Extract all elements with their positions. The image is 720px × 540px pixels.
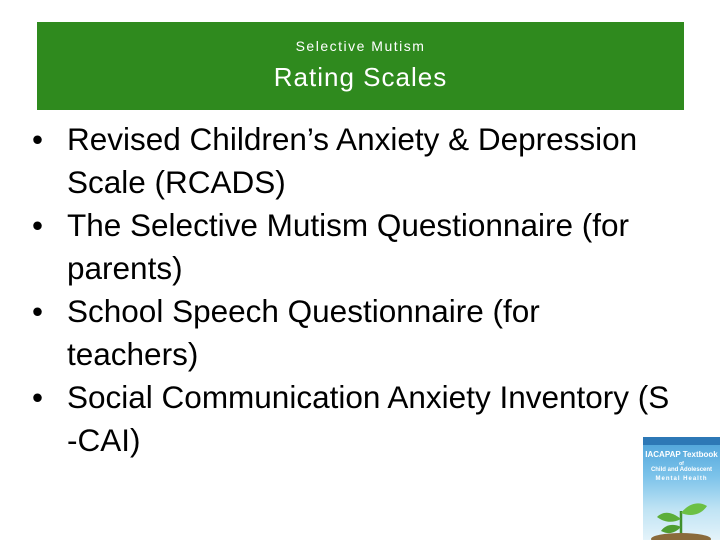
- bullet-list: [30, 118, 710, 462]
- bullet-text-line: parents): [67, 250, 183, 286]
- slide-title: Rating Scales: [273, 62, 448, 92]
- cover-title-line: Child and Adolescent: [650, 467, 713, 473]
- bullet-text-line: Scale (RCADS): [67, 164, 286, 200]
- cover-top-strip: [643, 437, 720, 445]
- bullet-item: [30, 290, 710, 376]
- bullet-text-line: The Selective Mutism Questionnaire (for: [67, 207, 629, 243]
- seedling-icon: [643, 489, 720, 540]
- slide-subtitle: Selective Mutism: [295, 38, 426, 54]
- bullet-text-line: School Speech Questionnaire (for: [67, 293, 540, 329]
- cover-title-line: IACAPAP Textbook: [645, 450, 718, 459]
- bullet-dot: •: [32, 379, 44, 415]
- textbook-cover-image: [643, 437, 720, 540]
- bullet-item: [30, 118, 710, 204]
- bullet-dot: •: [32, 207, 44, 243]
- bullet-dot: •: [32, 293, 44, 329]
- cover-title-line: of: [679, 461, 684, 467]
- bullet-dot: •: [32, 121, 44, 157]
- bullet-text-line: -CAI): [67, 422, 141, 458]
- bullet-text-line: Social Communication Anxiety Inventory (S: [67, 379, 670, 415]
- bullet-text-line: Revised Children’s Anxiety & Depression: [67, 121, 638, 157]
- cover-title-line: Mental Health: [655, 476, 708, 482]
- bullet-item: [30, 204, 710, 290]
- bullet-item: [30, 376, 710, 462]
- bullet-text-line: teachers): [67, 336, 199, 372]
- title-banner: [37, 22, 684, 110]
